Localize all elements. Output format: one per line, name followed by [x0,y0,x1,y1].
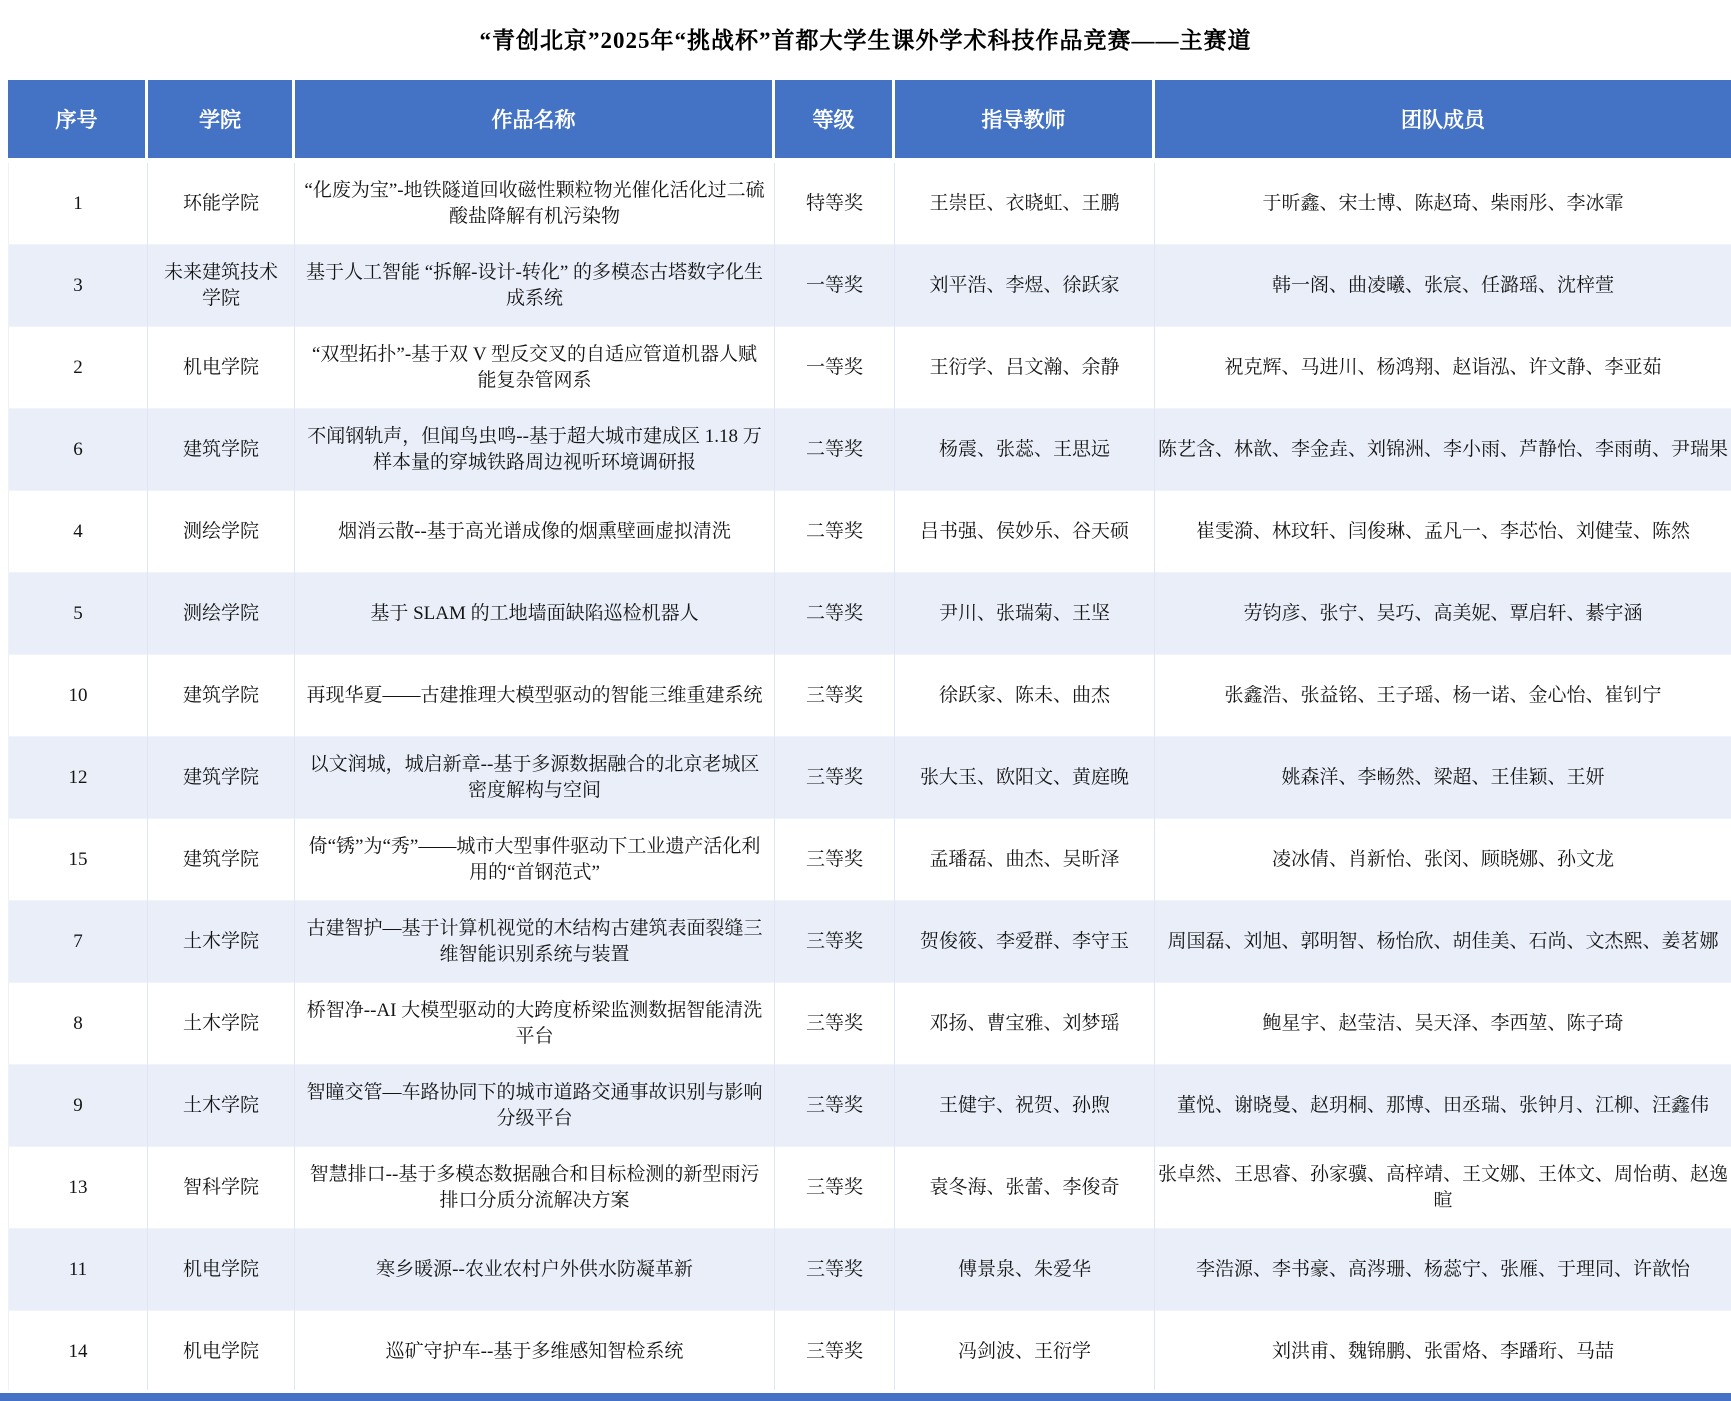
cell-advisors: 吕书强、侯妙乐、谷天硕 [895,491,1155,573]
cell-college: 机电学院 [148,1229,295,1311]
cell-work-title: 再现华夏——古建推理大模型驱动的智能三维重建系统 [295,655,775,737]
cell-advisors: 尹川、张瑞菊、王坚 [895,573,1155,655]
cell-work-title: 寒乡暖源--农业农村户外供水防凝革新 [295,1229,775,1311]
table-body [8,163,1731,1393]
table-row [8,1311,1731,1393]
page-title: “青创北京”2025年“挑战杯”首都大学生课外学术科技作品竞赛——主赛道 [479,27,1252,53]
cell-work-title: “化废为宝”-地铁隧道回收磁性颗粒物光催化活化过二硫酸盐降解有机污染物 [295,163,775,245]
cell-advisors: 刘平浩、李煜、徐跃家 [895,245,1155,327]
cell-work-title: 智瞳交管—车路协同下的城市道路交通事故识别与影响分级平台 [295,1065,775,1147]
header-cell-members: 团队成员 [1401,108,1485,132]
cell-work-title: 以文润城，城启新章--基于多源数据融合的北京老城区密度解构与空间 [295,737,775,819]
cell-no: 10 [8,655,148,737]
cell-members: 董悦、谢晓曼、赵玥桐、那博、田丞瑞、张钟月、江柳、汪鑫伟 [1155,1065,1731,1147]
cell-college: 土木学院 [148,901,295,983]
cell-college: 智科学院 [148,1147,295,1229]
cell-no: 1 [8,163,148,245]
cell-advisors: 冯剑波、王衍学 [895,1311,1155,1393]
cell-award: 三等奖 [775,1311,895,1393]
cell-college: 未来建筑技术学院 [148,245,295,327]
cell-college: 土木学院 [148,1065,295,1147]
table-row [8,737,1731,819]
cell-advisors: 傅景泉、朱爱华 [895,1229,1155,1311]
cell-no: 9 [8,1065,148,1147]
table-row [8,573,1731,655]
cell-award: 三等奖 [775,737,895,819]
header-cell-college: 学院 [148,80,295,158]
cell-award: 三等奖 [775,901,895,983]
table-row [8,163,1731,245]
cell-members: 于昕鑫、宋士博、陈赵琦、柴雨彤、李冰霏 [1155,163,1731,245]
header-cell-work: 作品名称 [295,80,775,158]
cell-members: 刘洪甫、魏锦鹏、张雷烙、李蹯珩、马喆 [1155,1311,1731,1393]
cell-college: 建筑学院 [148,655,295,737]
cell-college: 环能学院 [148,163,295,245]
cell-work-title: 桥智净--AI 大模型驱动的大跨度桥梁监测数据智能清洗平台 [295,983,775,1065]
cell-no: 13 [8,1147,148,1229]
cell-no: 14 [8,1311,148,1393]
cell-no: 6 [8,409,148,491]
cell-advisors: 贺俊筱、李爱群、李守玉 [895,901,1155,983]
table-row [8,245,1731,327]
cell-members: 陈艺含、林歆、李金垚、刘锦洲、李小雨、芦静怡、李雨萌、尹瑞果 [1155,409,1731,491]
header-cell-no: 序号 [8,80,148,158]
cell-award: 三等奖 [775,819,895,901]
cell-advisors: 邓扬、曹宝雅、刘梦瑶 [895,983,1155,1065]
table-row [8,655,1731,737]
cell-no: 12 [8,737,148,819]
cell-award: 特等奖 [775,163,895,245]
cell-advisors: 张大玉、欧阳文、黄庭晚 [895,737,1155,819]
cell-members: 张卓然、王思睿、孙家骥、高梓靖、王文娜、王体文、周怡萌、赵逸暄 [1155,1147,1731,1229]
cell-college: 建筑学院 [148,737,295,819]
cell-no: 15 [8,819,148,901]
cell-college: 建筑学院 [148,409,295,491]
cell-work-title: 智慧排口--基于多模态数据融合和目标检测的新型雨污排口分质分流解决方案 [295,1147,775,1229]
cell-college: 土木学院 [148,983,295,1065]
cell-work-title: 不闻钢轨声，但闻鸟虫鸣--基于超大城市建成区 1.18 万样本量的穿城铁路周边视听环境调研报 [295,409,775,491]
table-row [8,1065,1731,1147]
table-row [8,983,1731,1065]
header-cell-advisors: 指导教师 [895,80,1155,158]
next-page-header-strip [0,1390,1731,1401]
cell-no: 11 [8,1229,148,1311]
table-row [8,819,1731,901]
cell-college: 机电学院 [148,327,295,409]
cell-no: 4 [8,491,148,573]
table-row [8,409,1731,491]
cell-no: 2 [8,327,148,409]
table-header-row [8,76,1731,163]
cell-award: 三等奖 [775,1065,895,1147]
cell-advisors: 王健宇、祝贺、孙煦 [895,1065,1155,1147]
results-table [8,76,1731,1393]
cell-advisors: 杨震、张蕊、王思远 [895,409,1155,491]
cell-work-title: 巡矿守护车--基于多维感知智检系统 [295,1311,775,1393]
header-cell-award: 等级 [775,80,895,158]
cell-members: 李浩源、李书豪、高涔珊、杨蕊宁、张雁、于理同、许歆怡 [1155,1229,1731,1311]
table-row [8,1147,1731,1229]
cell-members: 凌冰倩、肖新怡、张闵、顾晓娜、孙文龙 [1155,819,1731,901]
cell-college: 机电学院 [148,1311,295,1393]
cell-work-title: 基于人工智能 “拆解-设计-转化” 的多模态古塔数字化生成系统 [295,245,775,327]
cell-college: 测绘学院 [148,491,295,573]
cell-award: 三等奖 [775,1229,895,1311]
cell-award: 二等奖 [775,573,895,655]
cell-members: 韩一阁、曲凌曦、张宸、任潞瑶、沈梓萱 [1155,245,1731,327]
cell-work-title: 基于 SLAM 的工地墙面缺陷巡检机器人 [295,573,775,655]
cell-advisors: 王衍学、吕文瀚、余静 [895,327,1155,409]
cell-college: 测绘学院 [148,573,295,655]
cell-members: 鲍星宇、赵莹洁、吴天泽、李西堃、陈子琦 [1155,983,1731,1065]
cell-advisors: 袁冬海、张蕾、李俊奇 [895,1147,1155,1229]
cell-award: 一等奖 [775,245,895,327]
table-row [8,327,1731,409]
table-row [8,1229,1731,1311]
cell-award: 一等奖 [775,327,895,409]
table-row [8,491,1731,573]
cell-members: 周国磊、刘旭、郭明智、杨怡欣、胡佳美、石尚、文杰熙、姜茗娜 [1155,901,1731,983]
cell-members: 崔雯漪、林玟轩、闫俊琳、孟凡一、李芯怡、刘健莹、陈然 [1155,491,1731,573]
cell-members: 张鑫浩、张益铭、王子瑶、杨一诺、金心怡、崔钊宁 [1155,655,1731,737]
cell-work-title: 烟消云散--基于高光谱成像的烟熏壁画虚拟清洗 [295,491,775,573]
cell-college: 建筑学院 [148,819,295,901]
cell-award: 三等奖 [775,655,895,737]
cell-work-title: 倚“锈”为“秀”——城市大型事件驱动下工业遗产活化利用的“首钢范式” [295,819,775,901]
cell-members: 祝克辉、马进川、杨鸿翔、赵诣泓、许文静、李亚茹 [1155,327,1731,409]
cell-award: 三等奖 [775,1147,895,1229]
cell-advisors: 孟璠磊、曲杰、吴昕泽 [895,819,1155,901]
cell-advisors: 徐跃家、陈未、曲杰 [895,655,1155,737]
cell-no: 7 [8,901,148,983]
table-row [8,901,1731,983]
cell-work-title: “双型拓扑”-基于双 V 型反交叉的自适应管道机器人赋能复杂管网系 [295,327,775,409]
cell-advisors: 王崇臣、衣晓虹、王鹏 [895,163,1155,245]
cell-award: 二等奖 [775,409,895,491]
cell-no: 3 [8,245,148,327]
cell-work-title: 古建智护—基于计算机视觉的木结构古建筑表面裂缝三维智能识别系统与装置 [295,901,775,983]
cell-award: 三等奖 [775,983,895,1065]
cell-members: 劳钧彦、张宁、吴巧、高美妮、覃启轩、綦宇涵 [1155,573,1731,655]
cell-award: 二等奖 [775,491,895,573]
cell-no: 5 [8,573,148,655]
cell-members: 姚森洋、李畅然、梁超、王佳颖、王妍 [1155,737,1731,819]
cell-no: 8 [8,983,148,1065]
